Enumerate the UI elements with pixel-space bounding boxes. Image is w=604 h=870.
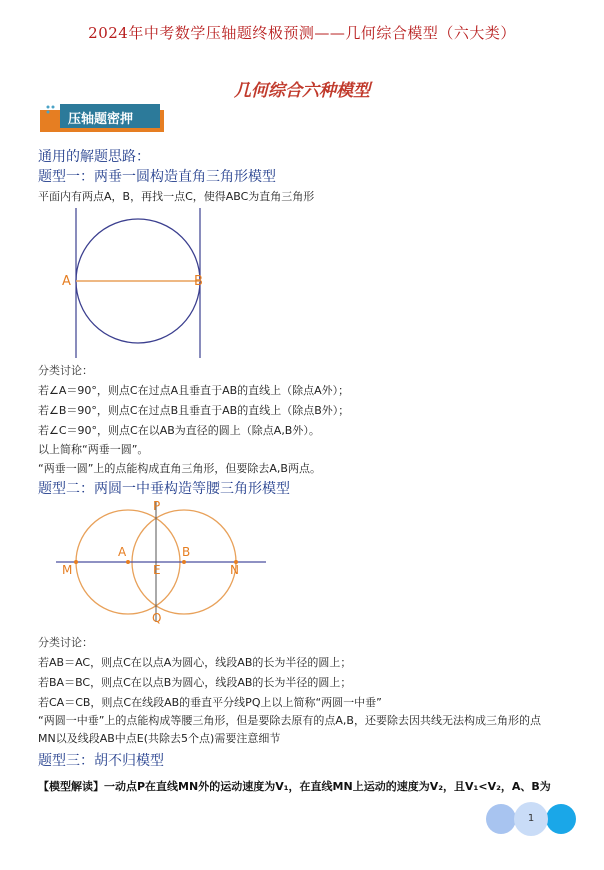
model2-case: 若CA＝CB，则点C在线段AB的垂直平分线PQ上以上简称“两圆一中垂”: [38, 696, 382, 709]
point-m-label: M: [62, 563, 73, 577]
point-q-label: Q: [152, 611, 162, 625]
model1-discussion-title: 分类讨论：: [38, 364, 93, 377]
badge-label: 压轴题密押: [68, 112, 134, 127]
point-b-label: B: [182, 545, 191, 559]
page-decor-circle: [546, 804, 576, 834]
model1-heading: 题型一：两垂一圆构造直角三角形模型: [38, 169, 276, 185]
model1-case: 若∠B＝90°，则点C在过点B且垂直于AB的直线上（除点B外）；: [38, 404, 350, 417]
point-e-label: E: [153, 563, 161, 577]
point-a-label: A: [118, 545, 127, 559]
model2-case: MN以及线段AB中点E(共除去5个点)需要注意细节: [38, 732, 281, 745]
intro-heading: 通用的解题思路：: [38, 149, 150, 165]
header-title: 2024年中考数学压轴题终极预测——几何综合模型（六大类）: [88, 24, 516, 42]
model1-description: 平面内有两点A，B，再找一点C，使得ABC为直角三角形: [38, 190, 315, 203]
point-a-label: A: [62, 274, 71, 289]
model2-discussion-title: 分类讨论：: [38, 636, 93, 649]
point-n-label: N: [230, 563, 239, 577]
page-decor-circle: [486, 804, 516, 834]
point-p-label: P: [153, 499, 161, 513]
model2-figure: [56, 498, 266, 626]
model2-heading: 题型二：两圆一中垂构造等腰三角形模型: [38, 481, 290, 497]
document-title: 几何综合六种模型: [234, 81, 370, 101]
model1-case: 若∠C＝90°，则点C在以AB为直径的圆上（除点A,B外）。: [38, 424, 320, 437]
page-number: 1: [514, 802, 548, 836]
model1-figure: [58, 208, 218, 358]
model1-case: 以上简称“两垂一圆”。: [38, 443, 149, 456]
model3-heading: 题型三：胡不归模型: [38, 753, 164, 769]
model2-case: 若AB＝AC，则点C在以点A为圆心，线段AB的长为半径的圆上；: [38, 656, 352, 669]
model1-case: 若∠A＝90°，则点C在过点A且垂直于AB的直线上（除点A外）；: [38, 384, 350, 397]
point-b-label: B: [194, 274, 203, 289]
model2-case: 若BA＝BC，则点C在以点B为圆心，线段AB的长为半径的圆上；: [38, 676, 352, 689]
model3-description: 【模型解读】一动点P在直线MN外的运动速度为V₁，在直线MN上运动的速度为V₂，且V₁<V₂，A、B为: [38, 780, 551, 793]
model1-case: “两垂一圆”上的点能构成直角三角形，但要除去A,B两点。: [38, 462, 321, 475]
model2-case: “两圆一中垂”上的点能构成等腰三角形，但是要除去原有的点A,B，还要除去因共线无法构成三角形的点: [38, 714, 541, 727]
